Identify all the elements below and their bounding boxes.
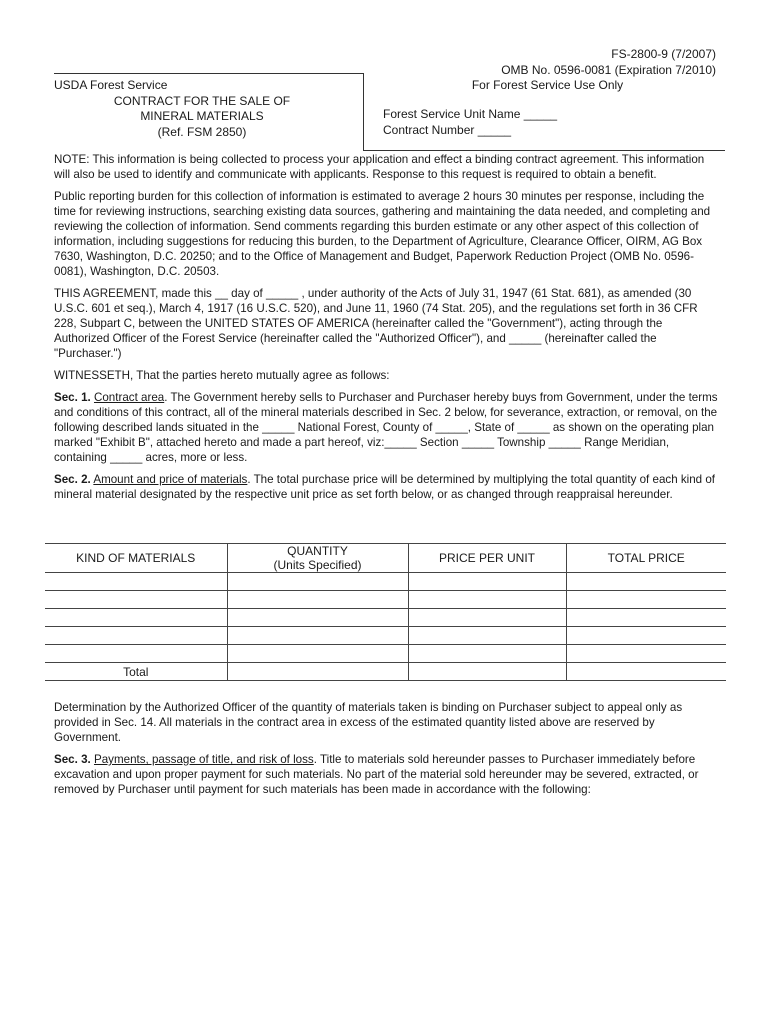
form-identifier	[501, 47, 716, 78]
header-agency-block	[54, 78, 354, 140]
section-1-number: Sec. 1.	[54, 391, 91, 404]
section-2-text: . The total purchase price will be determined by multiplying the total quantity of each kind of mineral material designated by the respective unit price as set forth below, or as changed through reappraisal hereunder.	[54, 473, 716, 501]
section-2	[54, 472, 719, 502]
table-row	[45, 591, 726, 609]
section-3-title: Payments, passage of title, and risk of loss	[93, 753, 314, 766]
form-reference: (Ref. FSM 2850)	[157, 124, 247, 139]
cell-quantity[interactable]	[227, 573, 408, 591]
agency-name: USDA Forest Service	[54, 78, 168, 92]
unit-name-field[interactable]: Forest Service Unit Name _____	[383, 107, 558, 121]
header-bottom-rule	[363, 150, 725, 151]
cell-total[interactable]	[566, 573, 726, 591]
cell-total[interactable]	[566, 645, 726, 663]
cell-total[interactable]	[566, 591, 726, 609]
section-3	[54, 752, 719, 797]
total-row	[45, 663, 726, 681]
section-2-number: Sec. 2.	[54, 473, 91, 486]
cell-kind[interactable]	[45, 609, 227, 627]
cell-price[interactable]	[408, 609, 566, 627]
forest-service-use-only: For Forest Service Use Only	[471, 78, 624, 92]
witnesseth-paragraph: WITNESSETH, That the parties hereto mutually agree as follows:	[54, 369, 390, 382]
contract-body	[54, 152, 719, 509]
section-3-text: . Title to materials sold hereunder passes to Purchaser immediately before excavation and upon proper payment for such materials. No part of the material sold hereunder may be severed, extracted, or removed by Purchaser until payment for such materials has been made in accordance with the following:	[54, 753, 699, 796]
materials-table	[45, 543, 726, 681]
col-total-price: TOTAL PRICE	[566, 544, 726, 573]
section-1	[54, 390, 719, 465]
cell-price[interactable]	[408, 645, 566, 663]
form-title-line2: MINERAL MATERIALS	[140, 109, 264, 123]
cell-price[interactable]	[408, 591, 566, 609]
burden-paragraph: Public reporting burden for this collection of information is estimated to average 2 hours 30 minutes per response, including the time for reviewing instructions, searching existing data sources, gathering and maintaining the data needed, and completing and reviewing the collection of information. Send comments regarding this burden estimate or any other aspect of this collection of information, including suggestions for reducing this burden, to the Department of Agriculture, Clearance Officer, OIRM, AG Box 7630, Washington, D.C. 20250; and to the Office of Management and Budget, Paperwork Reduction Project (OMB No. 0596-0081), Washington, D.C. 20503.	[54, 190, 711, 278]
col-price-per-unit: PRICE PER UNIT	[408, 544, 566, 573]
total-quantity[interactable]	[227, 663, 408, 681]
cell-quantity[interactable]	[227, 609, 408, 627]
form-title-line1: CONTRACT FOR THE SALE OF	[113, 93, 291, 108]
col-quantity-label: QUANTITY	[287, 544, 348, 558]
cell-total[interactable]	[566, 609, 726, 627]
omb-number: OMB No. 0596-0081 (Expiration 7/2010)	[501, 62, 716, 77]
determination-paragraph: Determination by the Authorized Officer of the quantity of materials taken is binding on Purchaser subject to appeal only as provided in Sec. 14. All materials in the contract area in excess of the estimated quantity listed above are reserved by Government.	[54, 701, 683, 744]
table-header-row	[45, 544, 726, 573]
section-2-title: Amount and price of materials	[93, 473, 248, 486]
cell-kind[interactable]	[45, 627, 227, 645]
total-price-per-unit[interactable]	[408, 663, 566, 681]
table-row	[45, 627, 726, 645]
cell-kind[interactable]	[45, 645, 227, 663]
total-price[interactable]	[566, 663, 726, 681]
section-1-text: . The Government hereby sells to Purchaser and Purchaser hereby buys from Government, under the terms and conditions of this contract, all of the mineral materials described in Sec. 2 below, for severance, extraction, or removal, on the following described lands situated in the _____ National Forest, County of _____, State of _____ as shown on the operating plan marked "Exhibit B", attached hereto and made a part hereof, viz:_____ Section _____ Township _____ Range Meridian, containing _____ acres, more or less.	[54, 391, 718, 464]
cell-kind[interactable]	[45, 573, 227, 591]
cell-quantity[interactable]	[227, 645, 408, 663]
col-quantity	[227, 544, 408, 573]
unit-fields	[383, 107, 557, 138]
table-row	[45, 573, 726, 591]
cell-kind[interactable]	[45, 591, 227, 609]
section-3-number: Sec. 3.	[54, 753, 91, 766]
note-paragraph: NOTE: This information is being collected to process your application and effect a binding contract agreement. This information will also be used to identify and communicate with applicants. Response to this request is required to obtain a benefit.	[54, 153, 705, 181]
contract-number-field[interactable]: Contract Number _____	[383, 122, 512, 137]
agreement-paragraph: THIS AGREEMENT, made this __ day of _____ , under authority of the Acts of July 31, 1947 (61 Stat. 681), as amended (30 U.S.C. 601 et seq.), March 4, 1917 (16 U.S.C. 520), and June 11, 1960 (74 Stat. 205), and the regulations set forth in 36 CFR 228, Subpart C, between the UNITED STATES OF AMERICA (hereinafter called the "Government"), acting through the Authorized Officer of the Forest Service (hereinafter called the "Authorized Officer"), and _____ (hereinafter called the "Purchaser.")	[54, 287, 698, 360]
col-quantity-units: (Units Specified)	[273, 558, 362, 572]
section-1-title: Contract area	[93, 391, 165, 404]
header-divider	[363, 73, 364, 151]
cell-total[interactable]	[566, 627, 726, 645]
total-label: Total	[45, 663, 227, 681]
contract-body-continued	[54, 700, 719, 804]
cell-quantity[interactable]	[227, 591, 408, 609]
table-row	[45, 645, 726, 663]
cell-price[interactable]	[408, 573, 566, 591]
table-row	[45, 609, 726, 627]
form-number: FS-2800-9 (7/2007)	[611, 47, 716, 61]
header-top-rule	[54, 73, 364, 74]
cell-quantity[interactable]	[227, 627, 408, 645]
col-kind-of-materials: KIND OF MATERIALS	[45, 544, 227, 573]
cell-price[interactable]	[408, 627, 566, 645]
